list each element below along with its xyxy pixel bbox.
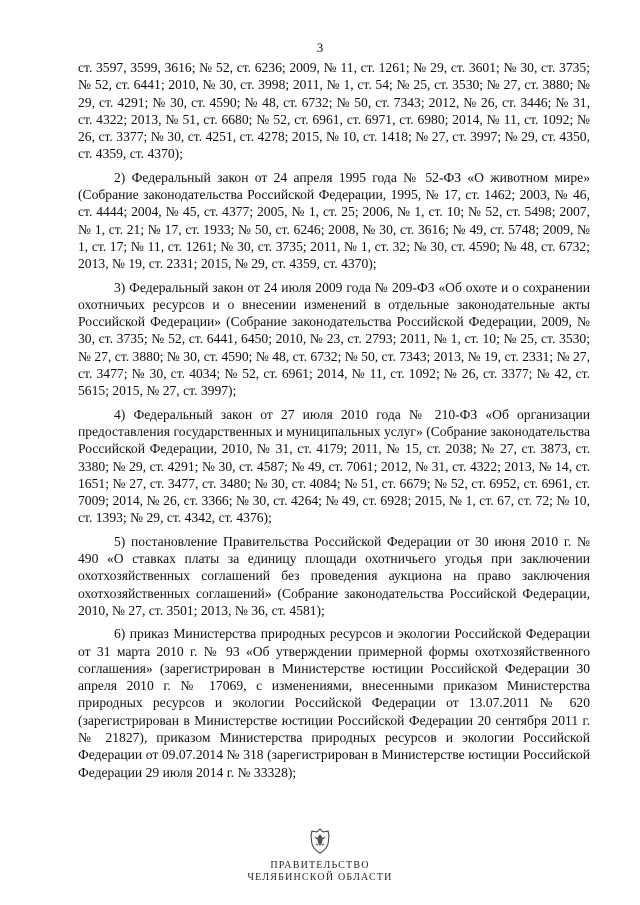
coat-of-arms-icon [308, 828, 332, 854]
paragraph-item-6: 6) приказ Министерства природных ресурсов и экологии Российской Федерации от 31 марта 2010 г. № 93 «Об утверждении примерной формы охотхозяйственного соглашения» (зарегистрирован в Министерстве юстиции Российской Федерации 30 апреля 2010 г. № 17069, с изменениями, внесенными приказом Министерства природных ресурсов и экологии Российской Федерации от 13.07.2011 № 620 (зарегистрирован в Министерстве юстиции Российской Федерации 20 сентября 2011 г. № 21827), приказом Министерства природных ресурсов и экологии Российской Федерации от 09.07.2014 № 318 (зарегистрирован в Министерстве юстиции Российской Федерации 29 июля 2014 г. № 33328); [78, 626, 590, 780]
footer-line-2: ЧЕЛЯБИНСКОЙ ОБЛАСТИ [247, 872, 393, 883]
paragraph-item-2: 2) Федеральный закон от 24 апреля 1995 года № 52-ФЗ «О животном мире» (Собрание законодательства Российской Федерации, 1995, № 17, ст. 1462; 2003, № 46, ст. 4444; 2004, № 45, ст. 4377; 2005, № 1, ст. 25; 2006, № 1, ст. 10; № 52, ст. 5498; 2007, № 1, ст. 21; № 17, ст. 1933; № 50, ст. 6246; 2008, № 30, ст. 3616; № 49, ст. 5748; 2009, № 1, ст. 17; № 11, ст. 1261; № 30, ст. 3735; 2011, № 1, ст. 32; № 30, ст. 4590; № 48, ст. 6732; 2013, № 19, ст. 2331; 2015, № 29, ст. 4359, ст. 4370); [78, 169, 590, 272]
footer-emblem-block [0, 828, 640, 884]
document-body [78, 59, 590, 787]
page-number: 3 [316, 40, 324, 55]
paragraph-continuation: ст. 3597, 3599, 3616; № 52, ст. 6236; 2009, № 11, ст. 1261; № 29, ст. 3601; № 30, ст. 3735; № 52, ст. 6441; 2010, № 30, ст. 3998; 2011, № 1, ст. 54; № 25, ст. 3530; № 27, ст. 3880; № 29, ст. 4291; № 30, ст. 4590; № 48, ст. 6732; № 50, ст. 7343; 2012, № 26, ст. 3446; № 31, ст. 4322; 2013, № 51, ст. 6680; № 52, ст. 6961, ст. 6971, ст. 6980; 2014, № 11, ст. 1092; № 26, ст. 3377; № 30, ст. 4251, ст. 4278; 2015, № 10, ст. 1418; № 27, ст. 3997; № 29, ст. 4350, ст. 4359, ст. 4370); [78, 60, 590, 162]
paragraph-item-3: 3) Федеральный закон от 24 июля 2009 года № 209-ФЗ «Об охоте и о сохранении охотничьих ресурсов и о внесении изменений в отдельные законодательные акты Российской Федерации» (Собрание законодательства Российской Федерации, 2009, № 30, ст. 3735; № 52, ст. 6441, 6450; 2010, № 23, ст. 2793; 2011, № 1, ст. 10; № 25, ст. 3530; № 27, ст. 3880; № 30, ст. 4590; № 48, ст. 6732; № 50, ст. 7343; 2013, № 19, ст. 2331; № 27, ст. 3477; № 30, ст. 4034; № 52, ст. 6961; 2014, № 11, ст. 1092; № 26, ст. 3377; № 42, ст. 5615; 2015, № 27, ст. 3997); [78, 279, 590, 399]
footer-line-1: ПРАВИТЕЛЬСТВО [270, 860, 370, 871]
paragraph-item-4: 4) Федеральный закон от 27 июля 2010 года № 210-ФЗ «Об организации предоставления государственных и муниципальных услуг» (Собрание законодательства Российской Федерации, 2010, № 31, ст. 4179; 2011, № 15, ст. 2038; № 27, ст. 3873, ст. 3380; № 29, ст. 4291; № 30, ст. 4587; № 49, ст. 7061; 2012, № 31, ст. 4322; 2013, № 14, ст. 1651; № 27, ст. 3477, ст. 3480; № 30, ст. 4084; № 51, ст. 6679; № 52, ст. 6952, ст. 6961, ст. 7009; 2014, № 26, ст. 3366; № 30, ст. 4264; № 49, ст. 6928; 2015, № 1, ст. 67, ст. 72; № 10, ст. 1393; № 29, ст. 4342, ст. 4376); [78, 406, 590, 526]
paragraph-item-5: 5) постановление Правительства Российской Федерации от 30 июня 2010 г. № 490 «О ставках платы за единицу площади охотничьего угодья при заключении охотхозяйственных соглашений без проведения аукциона на право заключения охотхозяйственных соглашений» (Собрание законодательства Российской Федерации, 2010, № 27, ст. 3501; 2013, № 36, ст. 4581); [78, 533, 590, 618]
